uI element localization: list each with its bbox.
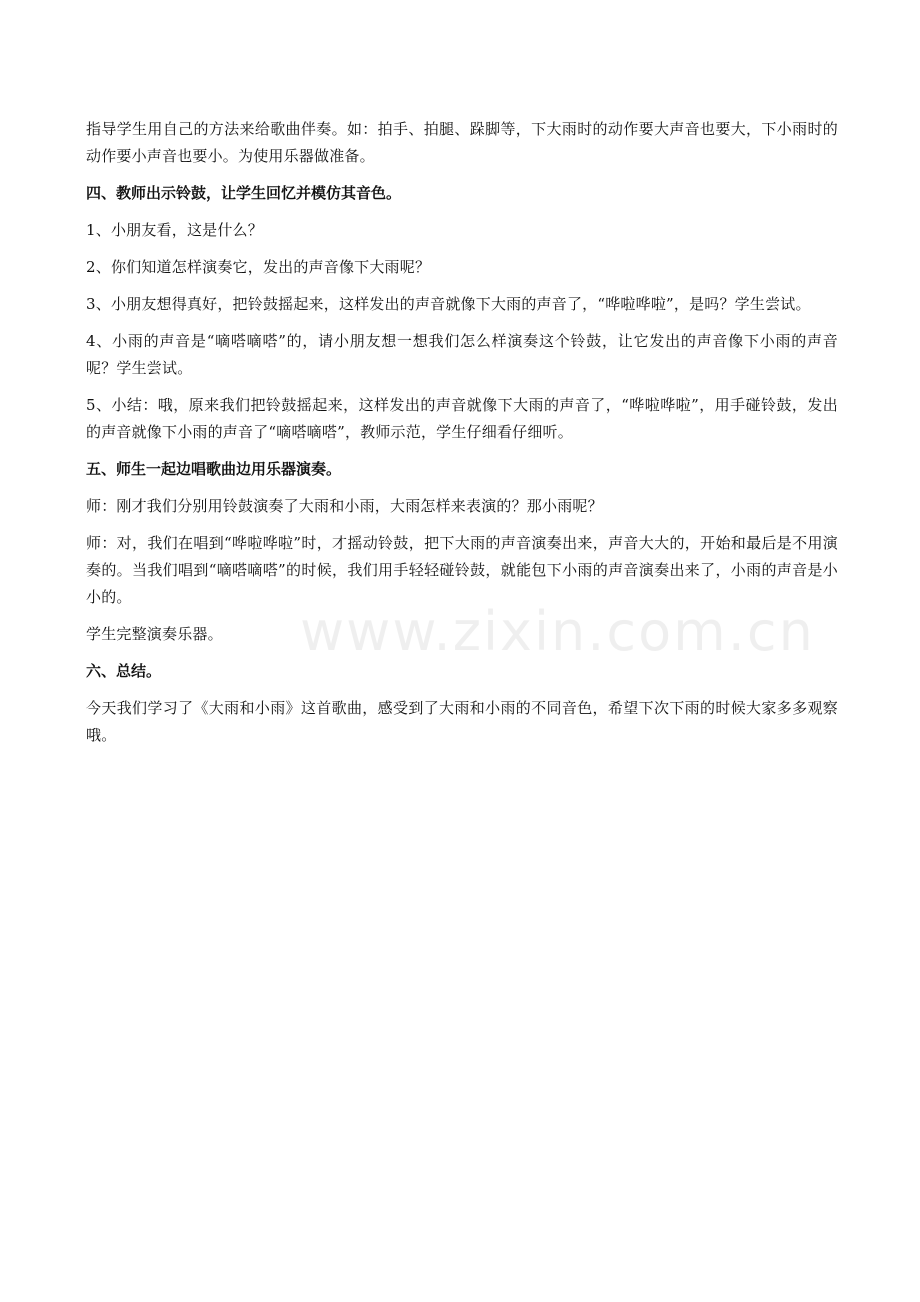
paragraph-teacher-question: 师：刚才我们分别用铃鼓演奏了大雨和小雨，大雨怎样来表演的？那小雨呢？ [86,497,603,515]
list-item-2: 2、你们知道怎样演奏它，发出的声音像下大雨呢？ [86,258,431,276]
list-item-1: 1、小朋友看，这是什么？ [86,221,263,239]
section-heading-five: 五、师生一起边唱歌曲边用乐器演奏。 [86,460,342,478]
section-heading-four: 四、教师出示铃鼓，让学生回忆并模仿其音色。 [86,184,402,202]
section-heading-six: 六、总结。 [86,662,162,680]
watermark: www.zixin.com.cn [300,600,815,663]
list-item-5: 5、小结：哦，原来我们把铃鼓摇起来，这样发出的声音就像下大雨的声音了，“哗啦哗啦”，用手碰铃鼓，发出的声音就像下小雨的声音了“嘀嗒嘀嗒”，教师示范，学生仔细看仔细听。 [86,396,838,441]
paragraph-student-performance: 学生完整演奏乐器。 [86,625,223,643]
paragraph-teacher-explanation: 师：对，我们在唱到“哗啦哗啦”时，才摇动铃鼓，把下大雨的声音演奏出来，声音大大的，开始和最后是不用演奏的。当我们唱到“嘀嗒嘀嗒”的时候，我们用手轻轻碰铃鼓，就能包下小雨的声音演奏出来了，小雨的声音是小小的。 [86,534,838,606]
paragraph-summary: 今天我们学习了《大雨和小雨》这首歌曲，感受到了大雨和小雨的不同音色，希望下次下雨的时候大家多多观察哦。 [86,699,838,744]
paragraph-accompaniment-guidance: 指导学生用自己的方法来给歌曲伴奏。如：拍手、拍腿、跺脚等，下大雨时的动作要大声音也要大，下小雨时的动作要小声音也要小。为使用乐器做准备。 [86,120,838,165]
list-item-3: 3、小朋友想得真好，把铃鼓摇起来，这样发出的声音就像下大雨的声音了，“哗啦哗啦”，是吗？学生尝试。 [86,295,811,313]
document-body [86,116,838,759]
list-item-4: 4、小雨的声音是“嘀嗒嘀嗒”的，请小朋友想一想我们怎么样演奏这个铃鼓，让它发出的声音像下小雨的声音呢？学生尝试。 [86,332,838,377]
